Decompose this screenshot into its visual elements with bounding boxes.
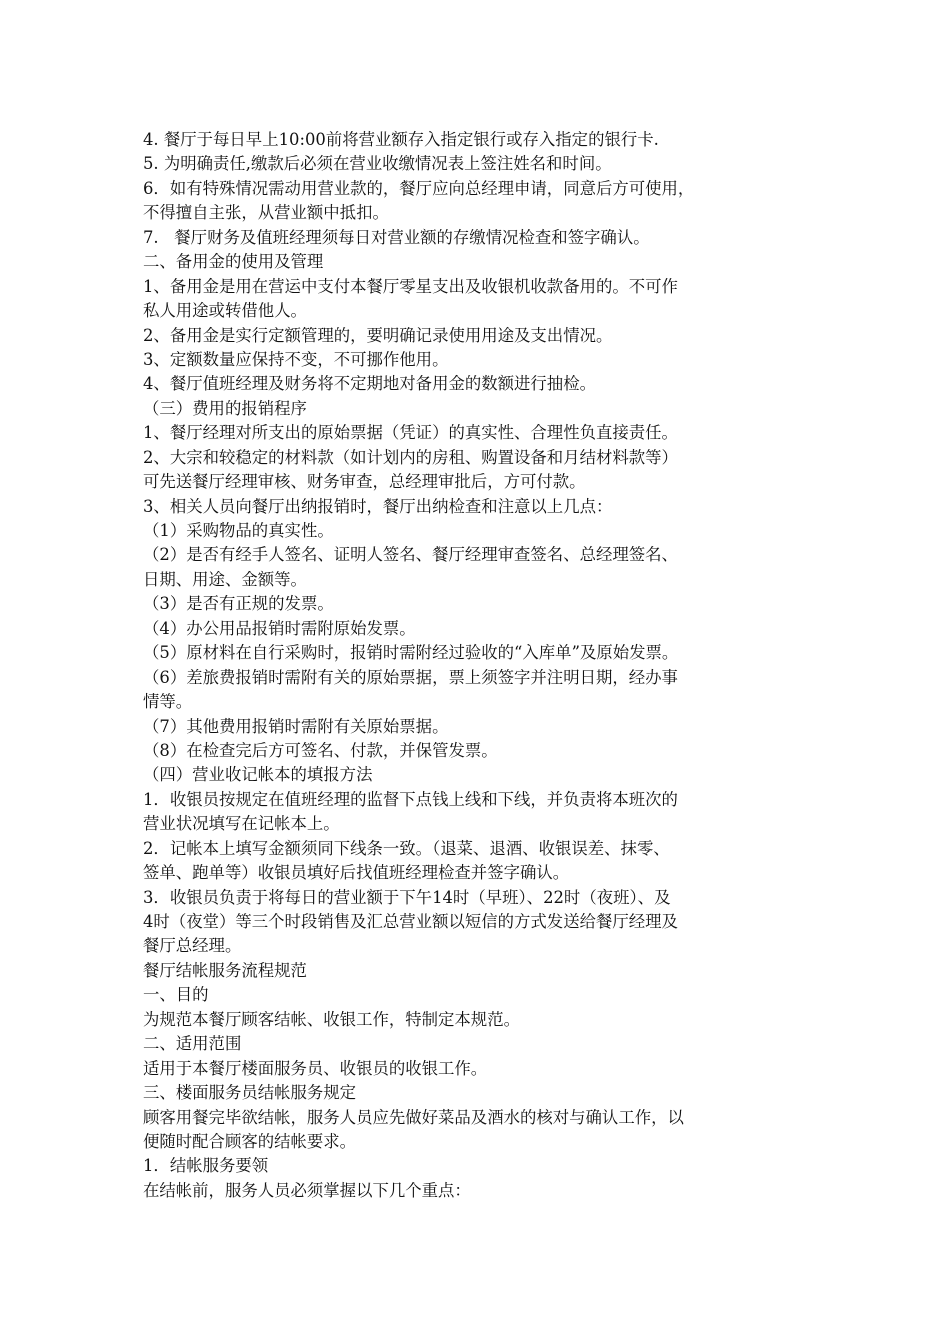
- text-line: 5. 为明确责任,缴款后必须在营业收缴情况表上签注姓名和时间。: [143, 154, 612, 174]
- text-line: （8）在检查完后方可签名、付款，并保管发票。: [143, 740, 498, 760]
- text-line: （6）差旅费报销时需附有关的原始票据，票上须签字并注明日期，经办事: [143, 667, 678, 687]
- text-line: （3）是否有正规的发票。: [143, 594, 334, 614]
- section-heading: 三、楼面服务员结帐服务规定: [143, 1083, 357, 1103]
- text-line: 营业状况填写在记帐本上。: [143, 814, 340, 834]
- text-line: 2、大宗和较稳定的材料款（如计划内的房租、购置设备和月结材料款等）: [143, 447, 678, 467]
- text-line: 顾客用餐完毕欲结帐，服务人员应先做好菜品及酒水的核对与确认工作，以: [143, 1107, 684, 1127]
- section-heading: 二、适用范围: [143, 1034, 242, 1054]
- text-line: 餐厅总经理。: [143, 936, 242, 956]
- text-line: 不得擅自主张，从营业额中抵扣。: [143, 203, 389, 223]
- text-line: 在结帐前，服务人员必须掌握以下几个重点：: [143, 1180, 471, 1200]
- section-heading: （三）费用的报销程序: [143, 398, 307, 418]
- text-line: 6．如有特殊情况需动用营业款的，餐厅应向总经理申请，同意后方可使用，: [143, 178, 695, 198]
- text-line: 可先送餐厅经理审核、财务审查，总经理审批后，方可付款。: [143, 472, 586, 492]
- section-heading: （四）营业收记帐本的填报方法: [143, 765, 373, 785]
- section-heading: 二、备用金的使用及管理: [143, 252, 324, 272]
- text-line: 为规范本餐厅顾客结帐、收银工作，特制定本规范。: [143, 1009, 520, 1029]
- text-line: 3、定额数量应保持不变，不可挪作他用。: [143, 349, 449, 369]
- text-line: 1．收银员按规定在值班经理的监督下点钱上线和下线，并负责将本班次的: [143, 789, 678, 809]
- text-line: （5）原材料在自行采购时，报销时需附经过验收的“入库单”及原始发票。: [143, 643, 679, 663]
- text-line: （1）采购物品的真实性。: [143, 521, 334, 540]
- text-line: 3．收银员负责于将每日的营业额于下午14时（早班）、22时（夜班）、及: [143, 887, 671, 907]
- text-line: 1、备用金是用在营运中支付本餐厅零星支出及收银机收款备用的。不可作: [143, 276, 678, 296]
- text-line: 7. 餐厅财务及值班经理须每日对营业额的存缴情况检查和签字确认。: [143, 227, 650, 247]
- document-body: [143, 128, 813, 1203]
- text-line: 适用于本餐厅楼面服务员、收银员的收银工作。: [143, 1058, 488, 1078]
- document-title: 餐厅结帐服务流程规范: [143, 960, 307, 980]
- text-line: （7）其他费用报销时需附有关原始票据。: [143, 716, 449, 736]
- text-line: 1、餐厅经理对所支出的原始票据（凭证）的真实性、合理性负直接责任。: [143, 423, 678, 443]
- text-line: 4、餐厅值班经理及财务将不定期地对备用金的数额进行抽检。: [143, 374, 596, 394]
- text-line: 日期、用途、金额等。: [143, 569, 307, 589]
- text-line: 2．记帐本上填写金额须同下线条一致。（退菜、退酒、收银误差、抹零、: [143, 838, 670, 858]
- text-line: 情等。: [143, 692, 193, 712]
- text-line: 4. 餐厅于每日早上10:00前将营业额存入指定银行或存入指定的银行卡.: [143, 130, 659, 149]
- text-line: 便随时配合顾客的结帐要求。: [143, 1131, 357, 1151]
- text-line: 签单、跑单等）收银员填好后找值班经理检查并签字确认。: [143, 863, 570, 883]
- text-line: 2、备用金是实行定额管理的，要明确记录使用用途及支出情况。: [143, 325, 613, 345]
- subsection-heading: 1．结帐服务要领: [143, 1156, 269, 1176]
- text-line: 3、相关人员向餐厅出纳报销时，餐厅出纳检查和注意以上几点：: [143, 496, 613, 516]
- text-line: （2）是否有经手人签名、证明人签名、餐厅经理审查签名、总经理签名、: [143, 545, 678, 565]
- text-line: （4）办公用品报销时需附原始发票。: [143, 618, 416, 638]
- text-line: 4时（夜堂）等三个时段销售及汇总营业额以短信的方式发送给餐厅经理及: [143, 912, 678, 931]
- section-heading: 一、目的: [143, 985, 209, 1005]
- text-line: 私人用途或转借他人。: [143, 301, 307, 321]
